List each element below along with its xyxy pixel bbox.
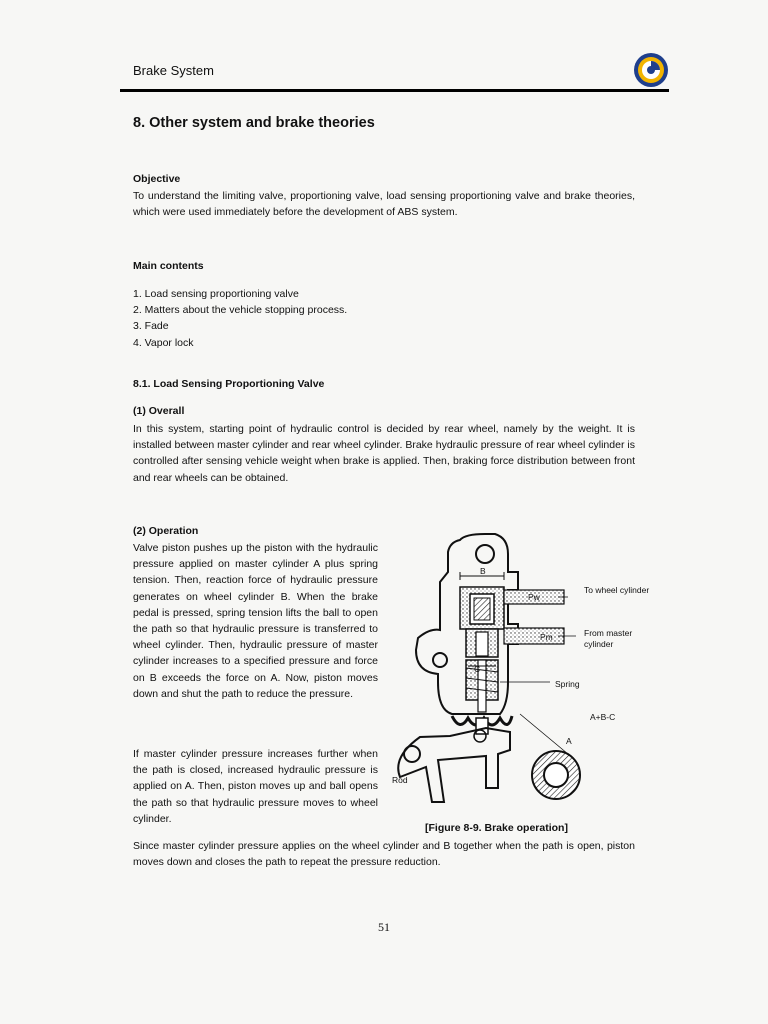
objective-text: To understand the limiting valve, proportioning valve, load sensing proportioning valve and brake theories, which were used immediately before the development of ABS system. [133,190,635,219]
header-divider [120,89,669,92]
company-logo-icon [633,52,669,88]
label-pm: Pm [540,632,553,642]
label-rod: Rod [392,775,408,785]
label-from-master-2: cylinder [584,639,614,649]
section-title: 8.1. Load Sensing Proportioning Valve [133,378,325,390]
label-to-wheel-cylinder: To wheel cylinder [584,585,650,595]
label-b: B [480,566,486,576]
label-c: C [474,664,481,674]
page-number: 51 [378,920,390,934]
operation-paragraph-3: Since master cylinder pressure applies on the wheel cylinder and B together when the path is open, piston moves down and closes the path to repeat the pressure reduction. [133,840,635,869]
overall-text: In this system, starting point of hydraulic control is decided by rear wheel, namely by the weight. It is installed between master cylinder and rear wheel cylinder. Brake hydraulic pressure of rear wheel cylinder is controlled after sensing vehicle weight when brake is applied. Then, braking force distribution between front and rear wheels can be obtained. [133,423,635,484]
overall-heading: (1) Overall [133,405,185,417]
label-a: A [566,736,572,746]
list-item: 1. Load sensing proportioning valve [133,288,299,300]
list-item: 2. Matters about the vehicle stopping process. [133,304,348,317]
list-item: 4. Vapor lock [133,336,194,349]
main-contents-list [133,286,347,351]
chapter-title: 8. Other system and brake theories [133,115,375,131]
header-title: Brake System [133,63,214,78]
objective-heading: Objective [133,173,181,185]
operation-paragraph-1: Valve piston pushes up the piston with the hydraulic pressure applied on master cylinder A plus spring tension. Then, reaction force of hydraulic pressure generates on wheel cylinder B. When the brake pedal is pressed, spring tension lifts the ball to open the path so that hydraulic pressure is transferred to wheel cylinder. Then, hydraulic pressure of master cylinder increases to a specified pressure and force on B exceeds the force on A. Now, piston moves down and shut the path to reduce the pressure. [133,542,378,700]
label-from-master-1: From master [584,628,633,638]
operation-heading: (2) Operation [133,525,199,537]
label-equation: A+B-C [590,712,616,722]
label-spring: Spring [555,679,580,689]
figure-caption: [Figure 8-9. Brake operation] [425,822,568,834]
label-pw: Pw [528,592,540,602]
main-contents-heading: Main contents [133,260,204,272]
list-item: 3. Fade [133,320,169,333]
brake-valve-diagram [390,532,665,807]
operation-paragraph-2: If master cylinder pressure increases further when the path is closed, increased hydraulic pressure is applied on A. Then, piston moves up and ball opens the path so that hydraulic pressure moves to wheel cylinder. [133,748,378,825]
